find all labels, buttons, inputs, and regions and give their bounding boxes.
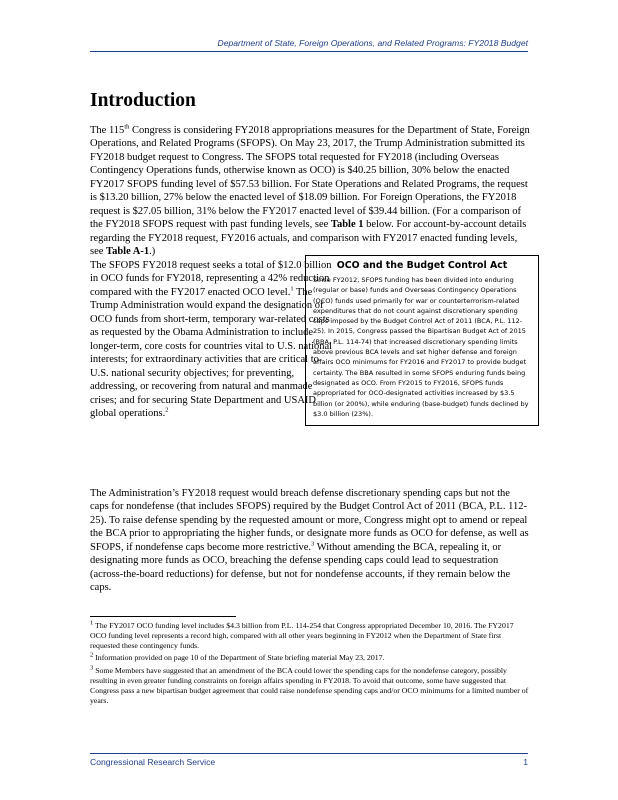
text-run: The SFOPS FY2018 request seeks a total of $12.0 billion in OCO funds for FY2018, representing a 42% reduction compared with the FY2017 enacted OCO level. (90, 260, 332, 298)
table-a1-reference: Table A-1 (106, 246, 150, 258)
footnote-number: 1 (90, 619, 94, 627)
text-run: The Trump Administration would expand the designation of OCO funds from short-term, temporary war-related costs as requested by the Obama Administration to include longer-term, core costs for countries vital to U.S. national interests; for extraordinary activities that are critical to U.S. national security objectives; for preventing, addressing, or recovering from natural and manmade crises; and for securing State Department and USAID global operations. (90, 286, 333, 419)
footnote-2 (90, 653, 530, 663)
footnote-separator (90, 616, 236, 617)
footnote-ref-2[interactable]: 2 (165, 406, 169, 414)
intro-paragraph (90, 124, 530, 259)
footnote-text: The FY2017 OCO funding level includes $4.3 billion from P.L. 114-254 that Congress appropriated December 10, 2016. The FY2017 OCO funding level represents a record high, compared with all other years beginning in FY2012 when the Department of State first requested these contingency funds. (90, 621, 514, 650)
ordinal-superscript: th (124, 123, 130, 131)
footnotes (90, 621, 530, 708)
running-footer (90, 753, 528, 767)
oco-bca-sidebar-box (305, 255, 539, 426)
footnote-ref-1[interactable]: 1 (290, 285, 294, 293)
footnote-ref-3[interactable]: 3 (311, 540, 315, 548)
sidebar-text: Since FY2012, SFOPS funding has been divided into enduring (regular or base) funds and Overseas Contingency Operations (OCO) funds used primarily for war or counterterrorism-related expenditures that do not count against discretionary spending caps imposed by the Budget Control Act of 2011 (BCA, P.L. 112-25). In 2015, Congress passed the Bipartisan Budget Act of 2015 (BBA, P.L. 114-74) that increased discretionary spending limits above previous BCA levels and set higher defense and foreign affairs OCO minimums for FY2016 and FY2017 to provide budget certainty. The BBA resulted in some SFOPS enduring funds being designated as OCO. From FY2015 to FY2016, SFOPS funds appropriated for OCO-designated activities increased by $3.5 billion (or 200%), while enduring (base-budget) funds declined by $3.0 billion (23%). (313, 276, 529, 418)
footer-source: Congressional Research Service (90, 757, 216, 767)
text-run: .) (149, 246, 156, 258)
section-heading: Introduction (90, 90, 196, 111)
text-run: Congress is considering FY2018 appropriations measures for the Department of State, Foreign Operations, and Related Programs (SFOPS). On May 23, 2017, the Trump Administration submitted its FY2018 budget request to Congress. The SFOPS total requested for FY2018 (including Overseas Contingency Operations funds, otherwise known as OCO) is $40.25 billion, 30% below the enacted FY2017 SFOPS funding level of $57.53 billion. For State Operations and Related Programs, the request is $13.20 billion, 27% below the enacted level of $18.09 billion. For Foreign Operations, the FY2018 request is $27.05 billion, 31% below the FY2017 enacted level of $39.44 billion. (For a comparison of the FY2018 SFOPS request with past funding levels, see (90, 125, 530, 231)
oco-paragraph (90, 259, 333, 420)
footnote-text: Information provided on page 10 of the Department of State briefing material May 23, 2017. (93, 653, 385, 663)
text-run: The Administration’s FY2018 request would breach defense discretionary spending caps but not the caps for nondefense (that includes SFOPS) required by the Budget Control Act of 2011 (BCA, P.L. 112-25). To raise defense spending by the requested amount or more, Congress might opt to amend or repeal the BCA prior to appropriating the higher funds, or designate more funds as OCO for defense, as well as SFOPS, if nondefense caps become more restrictive. (90, 488, 529, 553)
text-run: The 115 (90, 125, 125, 136)
footnote-1 (90, 621, 530, 650)
table-1-reference: Table 1 (330, 219, 364, 231)
bca-paragraph (90, 487, 530, 595)
footnote-number: 2 (90, 651, 94, 659)
page-number: 1 (523, 757, 528, 767)
text-run: below. For account-by-account details regarding the FY2018 request, FY2016 actuals, and comparison with FY2017 enacted funding levels, see (90, 219, 527, 258)
footnote-text: Some Members have suggested that an amendment of the BCA could lower the spending caps for the nondefense category, possibly resulting in even greater funding constraints on foreign affairs spending in FY2018. To avoid that outcome, some have suggested that Congress pass a new bipartisan budget agreement that could raise nondefense spending caps and/or OCO minimums for a limited number of years. (90, 666, 529, 705)
running-header: Department of State, Foreign Operations, and Related Programs: FY2018 Budget (90, 38, 528, 52)
text-run: Without amending the BCA, repealing it, or designating more funds as OCO, breaching the defense spending caps could lead to sequestration (across-the-board reductions) for defense, but not for nondefense accounts, if they remain below the caps. (90, 541, 511, 594)
footnote-number: 3 (90, 664, 94, 672)
sidebar-title: OCO and the Budget Control Act (336, 260, 508, 271)
footnote-3 (90, 666, 530, 705)
